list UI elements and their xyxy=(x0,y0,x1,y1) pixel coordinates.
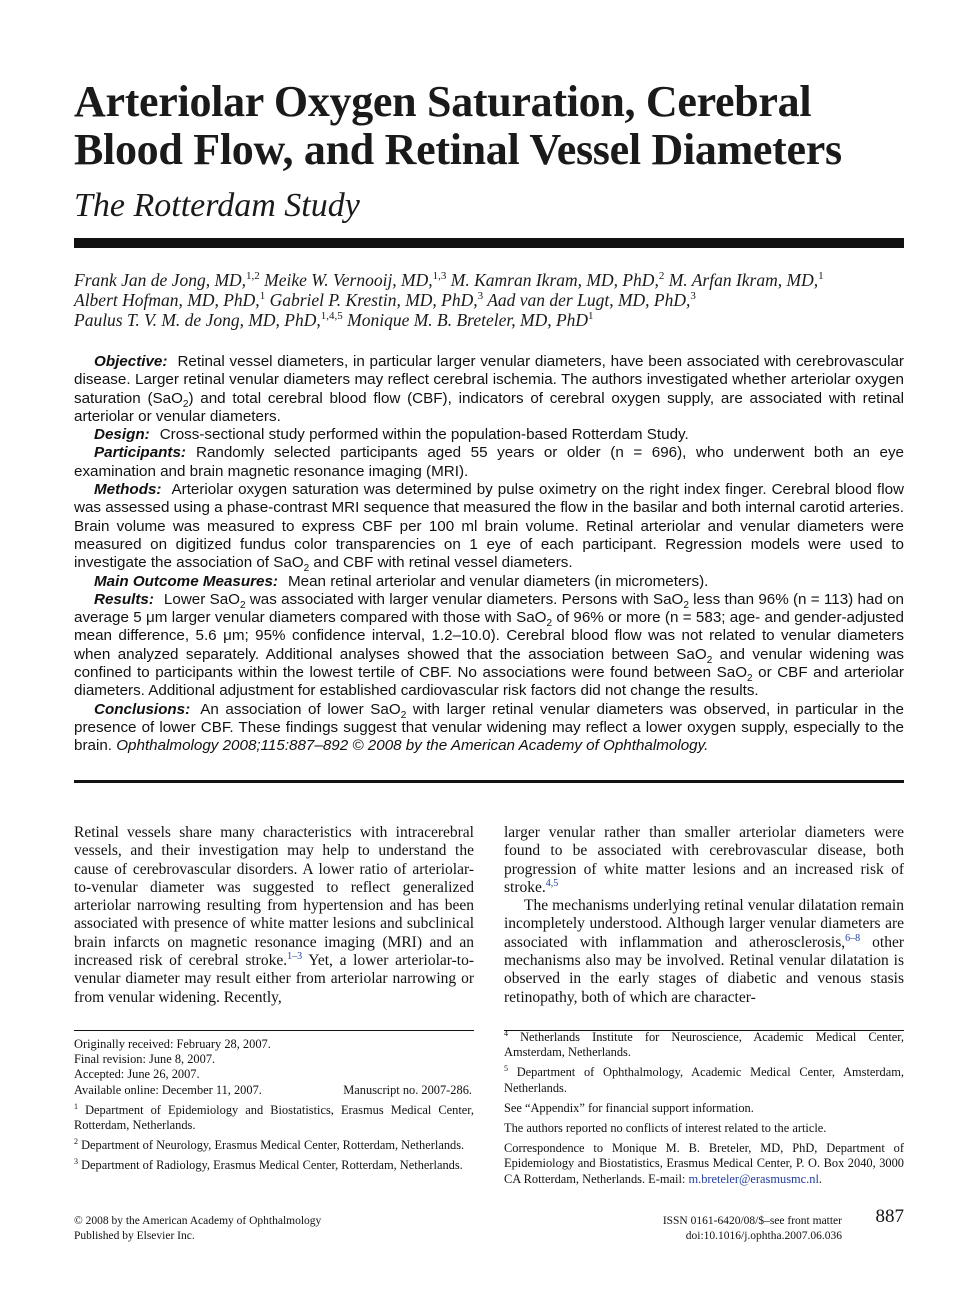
author-name: Albert Hofman, MD, PhD, xyxy=(74,290,260,310)
manuscript-number: Manuscript no. 2007-286. xyxy=(343,1082,472,1097)
abstract xyxy=(74,353,904,756)
conflict-note: The authors reported no conflicts of interest related to the article. xyxy=(504,1121,827,1136)
body-column-left xyxy=(74,824,474,1007)
doi: doi:10.1016/j.ophtha.2007.06.036 xyxy=(685,1230,842,1242)
page-number: 887 xyxy=(875,1206,904,1227)
author-name: Monique M. B. Breteler, MD, PhD xyxy=(347,310,589,330)
correspondence-note: Correspondence to Monique M. B. Breteler, MD, PhD, Department of Epidemiology and Biostatistics, Erasmus Medical Center, P. O. Box 2040, 3000 CA Rotterdam, Netherlands. E-mail: m.breteler@erasmusmc.nl. xyxy=(504,1141,904,1186)
abstract-label: Participants: xyxy=(94,444,186,462)
abstract-label: Objective: xyxy=(94,353,168,370)
citation-link[interactable]: 1–3 xyxy=(287,950,303,962)
abstract-label: Results: xyxy=(94,590,154,608)
affiliation-footnote: $^4$ Netherlands Institute for Neuroscience, Academic Medical Center, Amsterdam, Netherlands. xyxy=(504,1028,904,1060)
author-affiliation: 3 xyxy=(690,290,696,303)
author-name: Meike W. Vernooij, MD, xyxy=(264,270,433,290)
author-affiliation: 3 xyxy=(477,290,484,303)
body-column-right xyxy=(504,824,904,1007)
author-name: Frank Jan de Jong, MD, xyxy=(74,270,247,290)
author-affiliation: 1,2 xyxy=(246,270,260,283)
abstract-label: Conclusions: xyxy=(94,700,191,718)
body-paragraph: The mechanisms underlying retinal venular dilatation remain incompletely understood. Although larger venular diameters are associated with inflammation and atherosclerosis,$^{6-8}$ other mechanisms also may be involved. Retinal venular dilatation is observed in the early stages of diabetic and venous stasis retinopathy, both of which are character- xyxy=(504,897,904,1006)
author-affiliation: 1 xyxy=(259,290,266,303)
footnotes-right xyxy=(504,1030,904,1192)
article-subtitle: The Rotterdam Study xyxy=(74,187,360,224)
author-name: Gabriel P. Krestin, MD, PhD, xyxy=(269,290,478,310)
journal-citation: Ophthalmology 2008;115:887–892 © 2008 by the American Academy of Ophthalmology. xyxy=(116,737,709,755)
affiliation-footnote: $^2$ Department of Neurology, Erasmus Medical Center, Rotterdam, Netherlands. xyxy=(74,1137,465,1153)
author-affiliation: 1,3 xyxy=(432,270,447,283)
abstract-label: Main Outcome Measures: xyxy=(94,572,278,590)
abstract-participants: Participants: Randomly selected participants aged 55 years or older (n = 696), who underwent both an eye examination and brain magnetic resonance imaging (MRI). xyxy=(74,444,904,480)
title-rule xyxy=(74,238,904,248)
author-affiliation: 1 xyxy=(588,310,594,323)
author-name: Aad van der Lugt, MD, PhD, xyxy=(487,290,691,310)
issn: ISSN 0161-6420/08/$–see front matter xyxy=(662,1215,842,1227)
abstract-objective: Objective: Retinal vessel diameters, in particular larger venular diameters, have been associated with cerebrovascular disease. Larger retinal venular diameters may reflect cerebral ischemia. The authors investigated whether arteriolar oxygen saturation (SaO$_2$) and total cerebral blood flow (CBF), indicators of cerebral oxygen supply, are associated with retinal arteriolar or venular diameters. xyxy=(74,353,905,425)
citation-link[interactable]: 6–8 xyxy=(845,932,861,944)
article-title: Arteriolar Oxygen Saturation, Cerebral Blood Flow, and Retinal Vessel Diameters xyxy=(74,77,842,174)
author-affiliation: 2 xyxy=(658,270,665,283)
abstract-label: Methods: xyxy=(94,481,162,499)
abstract-label: Design: xyxy=(94,426,150,444)
body-paragraph: Retinal vessels share many characteristics with intracerebral vessels, and their investigation may help to understand the cause of cerebrovascular disorders. A lower ratio of arteriolar-to-venular diameter was suggested to reflect generalized arteriolar narrowing resulting from hypertension and has been associated with presence of white matter lesions and subclinical brain infarcts on magnetic resonance imaging (MRI) and an increased risk of cerebral stroke.$^{1-3}$ Yet, a lower arteriolar-to-venular diameter may result either from arteriolar narrowing or from venular widening. Recently, xyxy=(74,824,474,1006)
appendix-note: See “Appendix” for financial support information. xyxy=(504,1100,754,1115)
article-dates: Originally received: February 28, 2007. Final revision: June 8, 2007. Accepted: June 26, 2007. Available online: December 11, 2007. Manuscript no. 2007-286. xyxy=(74,1037,472,1097)
author-name: Paulus T. V. M. de Jong, MD, PhD, xyxy=(74,310,321,330)
author-affiliation: 1,4,5 xyxy=(320,310,343,323)
author-name: M. Arfan Ikram, MD, xyxy=(668,270,819,290)
abstract-methods: Methods: Arteriolar oxygen saturation was determined by pulse oximetry on the right index finger. Cerebral blood flow was assessed using a phase-contrast MRI sequence that measured the flow in the basilar and both internal carotid arteries. Brain volume was measured to express CBF per 100 ml brain volume. Retinal arteriolar and venular diameters were measured on digitized fundus color transparencies on 1 eye of each participant. Regression models were used to investigate the association of SaO$_2$ and CBF with retinal vessel diameters. xyxy=(74,481,904,575)
affiliation-footnote: $^3$ Department of Radiology, Erasmus Medical Center, Rotterdam, Netherlands. xyxy=(74,1157,463,1173)
footnotes-left xyxy=(74,1037,474,1179)
affiliation-footnote: $^5$ Department of Ophthalmology, Academic Medical Center, Amsterdam, Netherlands. xyxy=(504,1064,904,1095)
abstract-design: Design: Cross-sectional study performed within the population-based Rotterdam Study. xyxy=(94,426,689,444)
author-affiliation: 1 xyxy=(818,270,824,283)
publisher: Published by Elsevier Inc. xyxy=(74,1230,195,1242)
abstract-rule xyxy=(74,780,904,783)
copyright: © 2008 by the American Academy of Ophthalmology xyxy=(74,1215,322,1227)
abstract-outcome: Main Outcome Measures: Mean retinal arteriolar and venular diameters (in micrometers). xyxy=(94,572,709,590)
citation-link[interactable]: 4,5 xyxy=(545,877,559,889)
footnote-rule xyxy=(74,1030,474,1031)
abstract-conclusions: Conclusions: An association of lower SaO$_2$ with larger retinal venular diameters was observed, in particular in the presence of lower CBF. These findings suggest that venular widening may reflect a lower oxygen supply, especially to the brain. Ophthalmology 2008;115:887–892 © 2008 by the American Academy of Ophthalmology. xyxy=(74,700,904,755)
author-list xyxy=(74,270,904,330)
abstract-results: Results: Lower SaO$_2$ was associated with larger venular diameters. Persons with SaO$_2$ less than 96% (n = 113) had on average 5 μm larger venular diameters compared with those with SaO$_2$ of 96% or more (n = 583; age- and gender-adjusted mean difference, 5.6 μm; 95% confidence interval, 1.2–10.0). Cerebral blood flow was not related to venular diameters when analyzed separately. Additional analyses showed that the association between SaO$_2$ and venular widening was confined to participants within the lowest tertile of CBF. No associations were found between SaO$_2$ or CBF and arteriolar diameters. Additional adjustment for established cardiovascular risk factors did not change the results. xyxy=(74,590,904,700)
body-paragraph: larger venular rather than smaller arteriolar diameters were found to be associated with cerebrovascular disease, both progression of white matter lesions and an increased risk of stroke.$^{4,5}$ xyxy=(504,824,904,896)
affiliation-footnote: $^1$ Department of Epidemiology and Biostatistics, Erasmus Medical Center, Rotterdam, Netherlands. xyxy=(74,1101,474,1133)
author-name: M. Kamran Ikram, MD, PhD, xyxy=(450,270,659,290)
email-link[interactable]: m.breteler@erasmusmc.nl xyxy=(688,1171,819,1186)
